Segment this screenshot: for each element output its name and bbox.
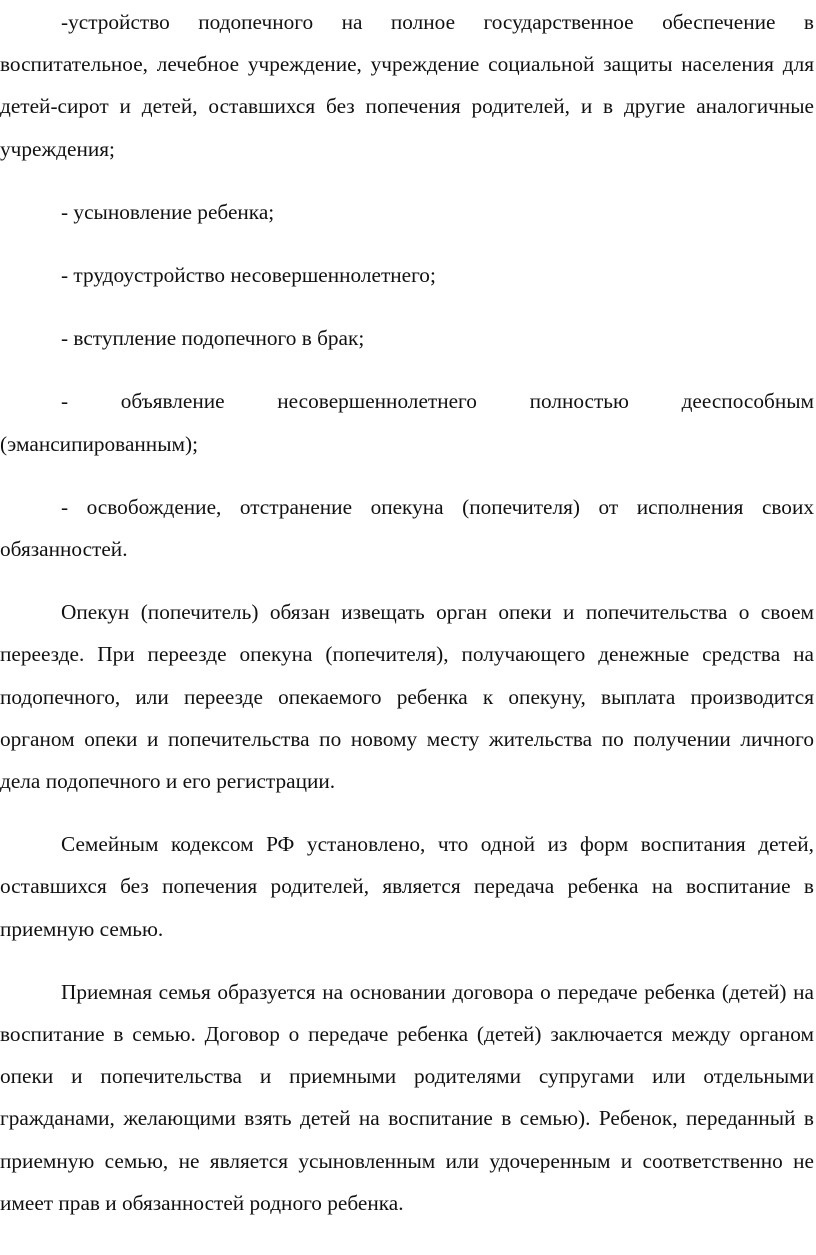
paragraph-emancipation: - объявление несовершеннолетнего полностью дееспособным (эмансипированным); bbox=[0, 389, 814, 456]
paragraph-guardian-removal: - освобождение, отстранение опекуна (попечителя) от исполнения своих обязанностей. bbox=[0, 494, 814, 562]
paragraph-family-code: Семейным кодексом РФ установлено, что одной из форм воспитания детей, оставшихся без попечения родителей, является передача ребенка на воспитание в приемную семью. bbox=[0, 832, 814, 941]
paragraph-guardian-relocation: Опекун (попечитель) обязан извещать орган опеки и попечительства о своем переезде. При переезде опекуна (попечителя), получающего денежные средства на подопечного, или переезде опекаемого ребенка к опекуну, выплата производится органом опеки и попечительства по новому месту жительства по получении личного дела подопечного и его регистрации. bbox=[0, 600, 814, 794]
paragraph-employment: - трудоустройство несовершеннолетнего; bbox=[61, 263, 436, 288]
paragraph-marriage: - вступление подопечного в брак; bbox=[61, 326, 365, 351]
paragraph-adoption: - усыновление ребенка; bbox=[61, 199, 275, 224]
paragraph-foster-family: Приемная семья образуется на основании договора о передаче ребенка (детей) на воспитание в семью. Договор о передаче ребенка (детей) заключается между органом опеки и попечительства и приемными родителями супругами или отдельными гражданами, желающими взять детей на воспитание в семью). Ребенок, переданный в приемную семью, не является усыновленным или удочеренным и соответственно не имеет прав и обязанностей родного ребенка. bbox=[0, 979, 814, 1215]
paragraph-guardianship-placement: -устройство подопечного на полное государственное обеспечение в воспитательное, лечебное учреждение, учреждение социальной защиты населения для детей-сирот и детей, оставшихся без попечения родителей, и в другие аналогичные учреждения; bbox=[0, 10, 814, 161]
